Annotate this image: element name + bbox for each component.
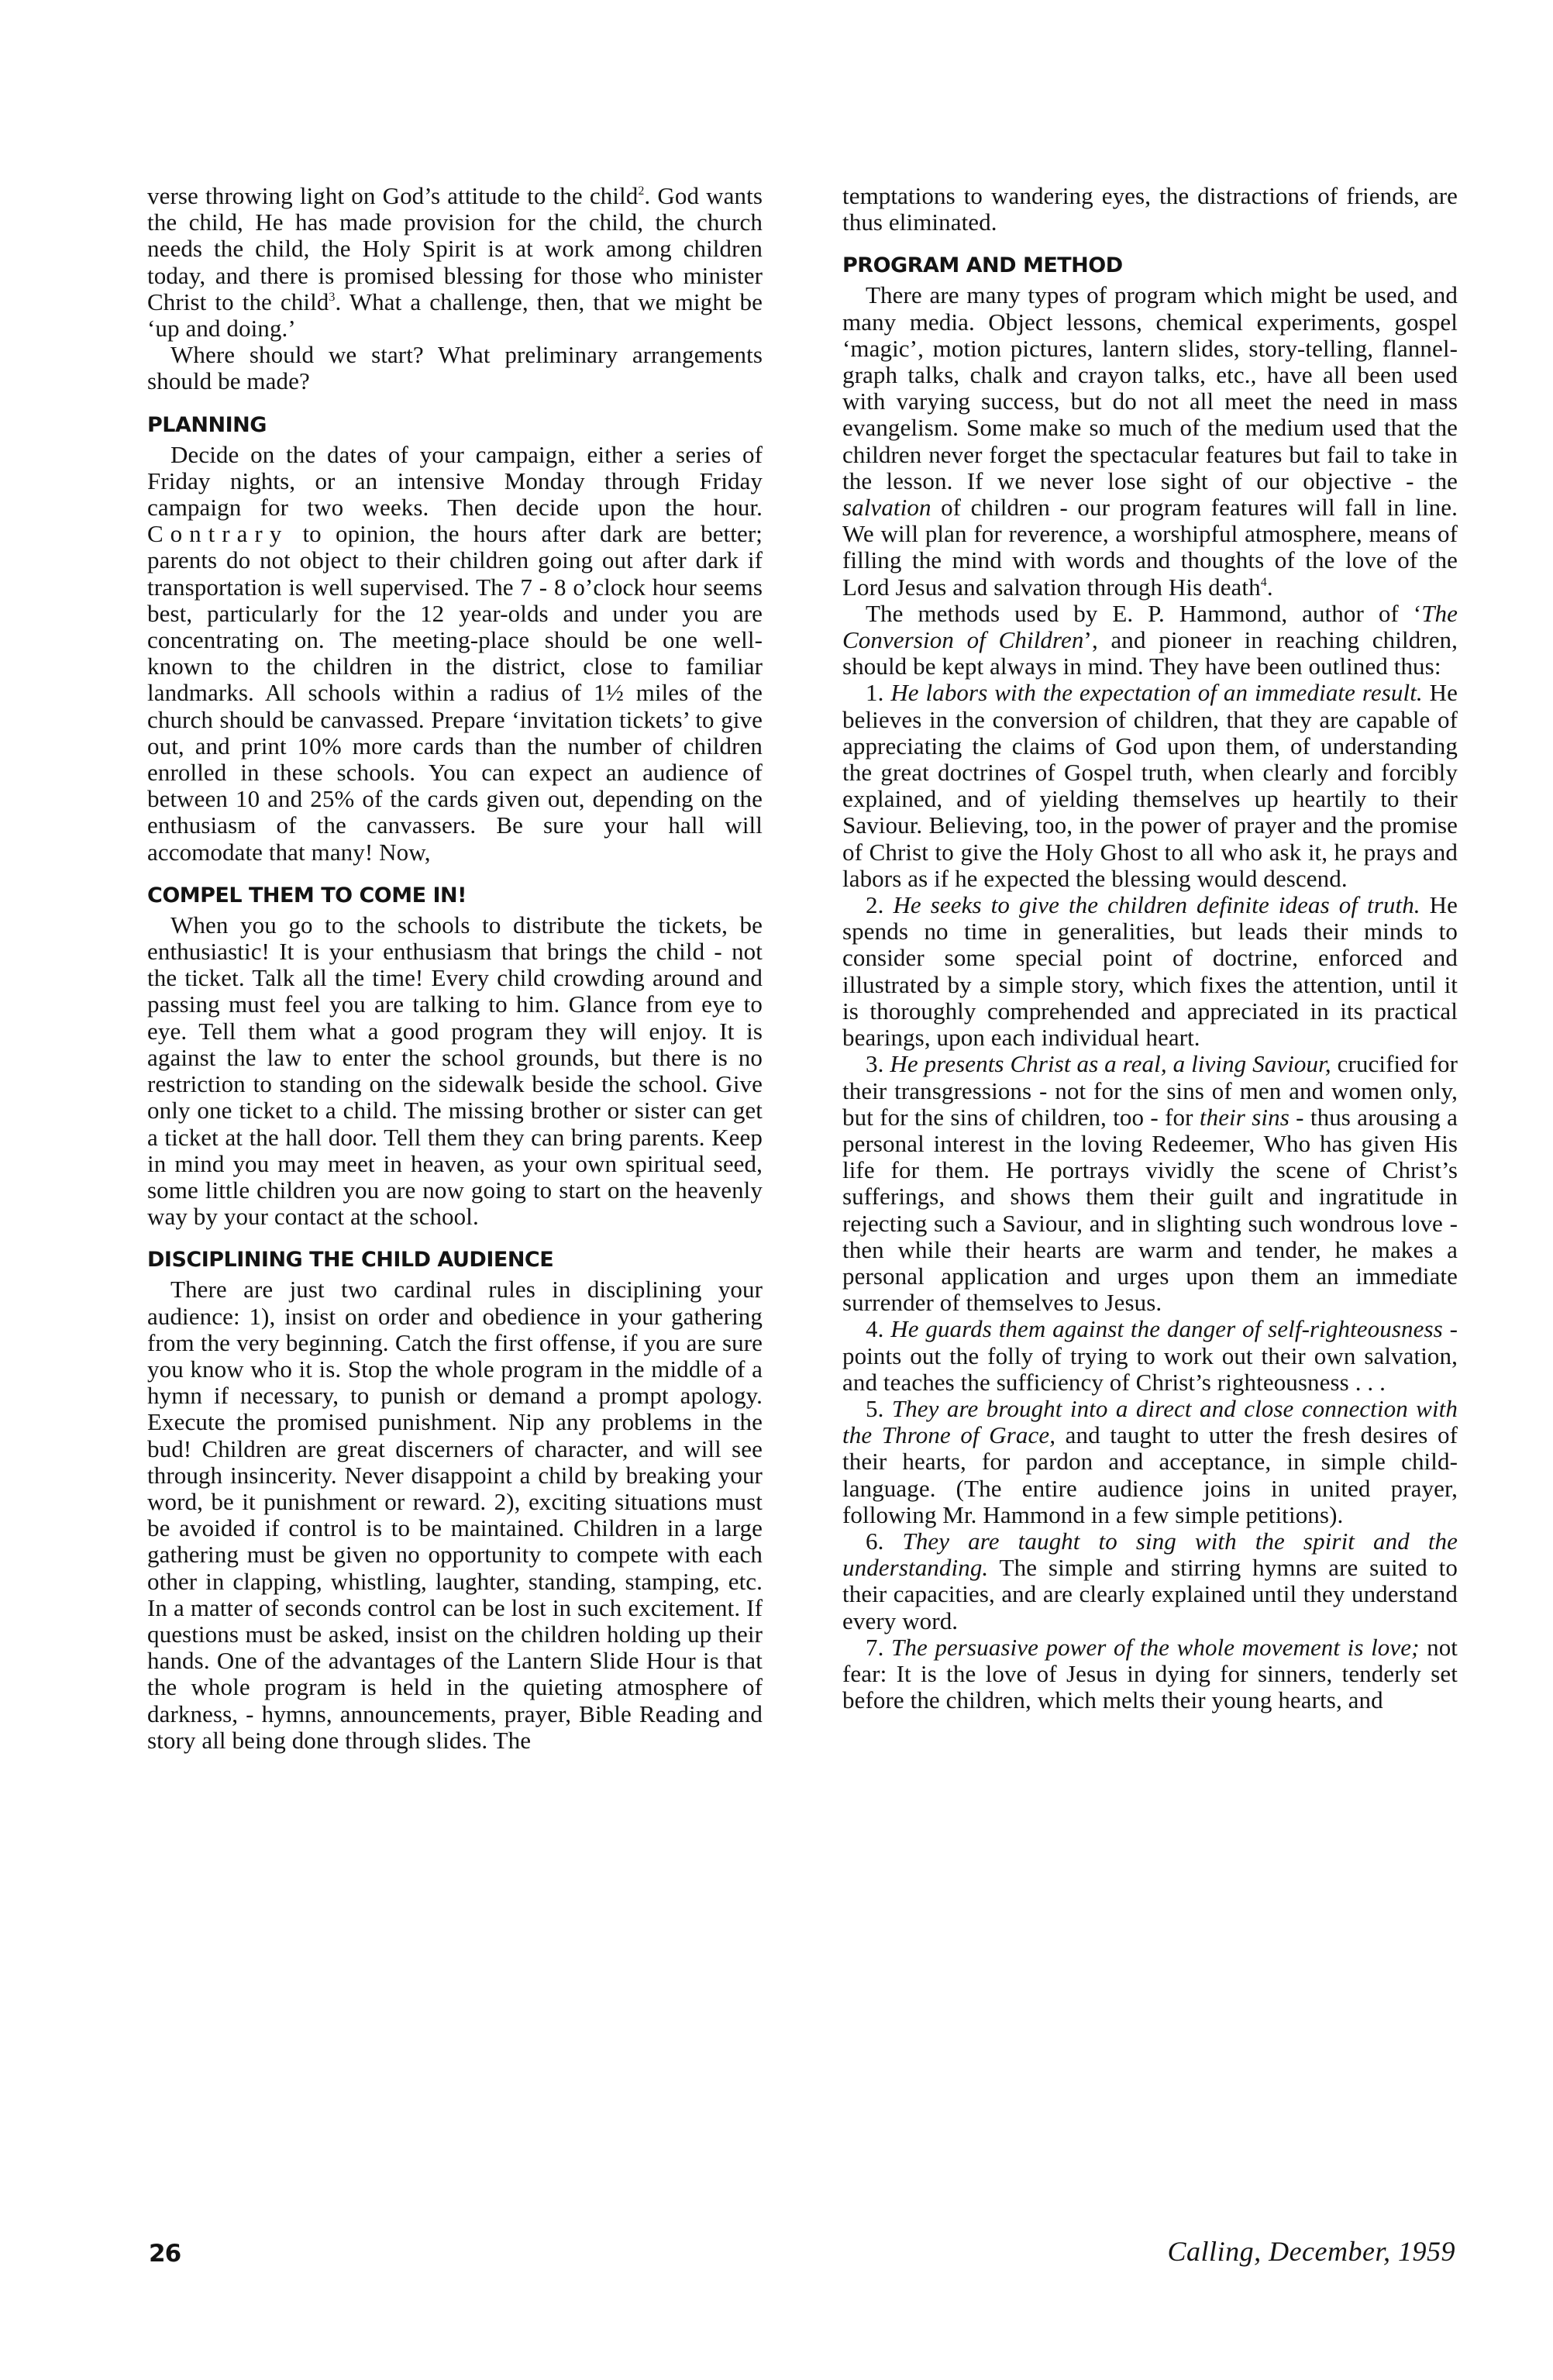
item-emphasis: their sins	[1199, 1103, 1290, 1131]
text-run: There are many types of program which might be used, and many media. Object lessons, chemical experiments, gospel ‘magic’, motion pictures, lantern slides, story-telling, flannel-graph talks, chalk and crayon talks, etc., have all been used with varying success, but do not all meet the need in mass evangelism. Some make so much of the medium used that the children never forget the spectacular features but fail to take in the lesson. If we never lose sight of our objective - the	[842, 281, 1458, 494]
footnote-marker: 4	[1260, 575, 1267, 589]
item-emphasis: He guards them against the danger of self-righteousness	[890, 1315, 1443, 1343]
item-text: and taught to utter the fresh desires of their hearts, for pardon and acceptance, in simple child-language. (The entire audience joins in united prayer, following Mr. Hammond in a few simple petitions).	[842, 1421, 1458, 1528]
item-text: not fear: It is the love of Jesus in dying for sinners, tenderly set before the children, which melts their young hearts, and	[842, 1633, 1458, 1714]
footnote-marker: 3	[329, 290, 336, 304]
item-number: 3.	[866, 1050, 884, 1078]
text-run: to opinion, the hours after dark are better; parents do not object to their children going out after dark if transportation is well supervised. The 7 - 8 o’clock hour seems best, particularly for the 12 year-olds and under you are concentrating on. The meeting-place should be one well-known to the children in the district, close to familiar landmarks. All schools within a radius of 1½ miles of the church should be canvassed. Prepare ‘invitation tickets’ to give out, and print 10% more cards than the number of children enrolled in these schools. You can expect an audience of between 10 and 25% of the cards given out, depending on the enthusiasm of the canvassers. Be sure your hall will accomodate that many! Now,	[147, 520, 763, 866]
method-item	[842, 1528, 1458, 1634]
paragraph-continued: temptations to wandering eyes, the distractions of friends, are thus eliminated.	[842, 182, 1458, 236]
paragraph-planning	[147, 442, 763, 866]
method-item	[842, 892, 1458, 1051]
item-text: He spends no time in generalities, but leads their minds to consider some special point of doctrine, enforced and illustrated by a simple story, which fixes the attention, until it is thoroughly comprehended and appreciated in its practical bearings, upon each individual heart.	[842, 891, 1458, 1052]
heading-program-method: PROGRAM AND METHOD	[842, 253, 1123, 278]
paragraph-compel: When you go to the schools to distribute the tickets, be enthusiastic! It is your enthusiasm that brings the child - not the ticket. Talk all the time! Every child crowding around and passing must feel you are talking to him. Glance from eye to eye. Tell them what a good program they will enjoy. It is against the law to enter the school grounds, but there is no restriction to standing on the sidewalk beside the school. Give only one ticket to a child. The missing brother or sister can get a ticket at the hall door. Tell them they can bring parents. Keep in mind you may meet in heaven, as your own spiritual seed, some little children you are now going to start on the heavenly way by your contact at the school.	[147, 911, 763, 1231]
text-run: verse throwing light on God’s attitude to the child	[147, 182, 639, 209]
item-text: He believes in the conversion of children, that they are capable of appreciating the claims of God upon them, of understanding the great doctrines of Gospel truth, when clearly and forcibly explained, and of yielding themselves up heartily to their Saviour. Believing, too, in the power of prayer and the promise of Christ to give the Holy Ghost to all who ask it, he prays and labors as if he expected the blessing would descend.	[842, 679, 1458, 892]
item-number: 4.	[866, 1315, 884, 1343]
emphasis: salvation	[842, 494, 931, 522]
item-number: 2.	[866, 891, 884, 919]
heading-disciplining: DISCIPLINING THE CHILD AUDIENCE	[147, 1248, 554, 1273]
method-item	[842, 1051, 1458, 1316]
item-text: crucified for their transgressions - not for the sins of men and women only, but for the sins of children, too - for	[842, 1050, 1458, 1131]
item-text: - thus arousing a personal interest in the loving Redeemer, Who has given His life for them. He portrays vividly the scene of Christ’s sufferings, and shows them their guilt and ingratitude in rejecting such a Saviour, and in slighting such wondrous love - then while their hearts are warm and tender, he makes a personal application and urges upon them an immediate surrender of themselves to Jesus.	[842, 1103, 1458, 1317]
item-emphasis: He presents Christ as a real, a living Saviour,	[890, 1050, 1331, 1078]
letterspaced-word: Contrary	[147, 520, 289, 548]
right-column	[842, 183, 1458, 1714]
item-emphasis: He labors with the expectation of an immediate result.	[890, 679, 1423, 707]
text-run: ’, and pioneer in reaching children, should be kept always in mind. They have been outlined thus:	[842, 626, 1458, 680]
left-column	[147, 183, 763, 1754]
paragraph-hammond	[842, 601, 1458, 680]
item-emphasis: They are taught to sing with the spirit and the understanding.	[842, 1527, 1458, 1582]
book-title: The Conversion of Children	[842, 599, 1458, 654]
paragraph-intro	[147, 183, 763, 342]
item-number: 7.	[866, 1633, 884, 1661]
method-item	[842, 1316, 1458, 1396]
item-emphasis: He seeks to give the children definite ideas of truth.	[893, 891, 1420, 919]
item-text: The simple and stirring hymns are suited to their capacities, and are clearly explained until they understand every word.	[842, 1554, 1458, 1634]
item-text: - points out the folly of trying to work out their own salvation, and teaches the sufficiency of Christ’s righteousness . . .	[842, 1315, 1458, 1396]
page-number: 26	[149, 2240, 181, 2268]
paragraph-preliminary: Where should we start? What preliminary arrangements should be made?	[147, 341, 763, 395]
text-run: . God wants the child, He has made provision for the child, the church needs the child, the Holy Spirit is at work among children today, and there is promised blessing for those who minister Christ to the child	[147, 182, 763, 315]
text-run: . What a challenge, then, that we might be ‘up and doing.’	[147, 288, 763, 343]
paragraph-program	[842, 282, 1458, 600]
text-run: The methods used by E. P. Hammond, author of ‘	[866, 599, 1422, 627]
heading-planning: PLANNING	[147, 412, 267, 437]
method-item	[842, 1634, 1458, 1714]
publication-footer: Calling, December, 1959	[1167, 2236, 1455, 2267]
item-emphasis: They are brought into a direct and close connection with the Throne of Grace,	[842, 1394, 1458, 1449]
item-number: 1.	[866, 679, 884, 707]
text-run: .	[1266, 573, 1273, 601]
method-item	[842, 1396, 1458, 1528]
footnote-marker: 2	[638, 184, 645, 198]
paragraph-disciplining: There are just two cardinal rules in disciplining your audience: 1), insist on order and obedience in your gathering from the very beginning. Catch the first offense, if you are sure you know who it is. Stop the whole program in the middle of a hymn if necessary, to punish or demand a prompt apology. Execute the promised punishment. Nip any problems in the bud! Children are great discerners of character, and will see through insincerity. Never disappoint a child by breaking your word, be it punishment or reward. 2), exciting situations must be avoided if control is to be maintained. Children in a large gathering must be given no opportunity to compete with each other in clapping, whistling, laughter, standing, stamping, etc. In a matter of seconds control can be lost in such excitement. If questions must be asked, insist on the children holding up their hands. One of the advantages of the Lantern Slide Hour is that the whole program is held in the quieting atmosphere of darkness, - hymns, announcements, prayer, Bible Reading and story all being done through slides. The	[147, 1276, 763, 1754]
item-emphasis: The persuasive power of the whole movement is love;	[891, 1633, 1420, 1661]
item-number: 5.	[866, 1394, 884, 1422]
text-run: Decide on the dates of your campaign, either a series of Friday nights, or an intensive Monday through Friday campaign for two weeks. Then decide upon the hour.	[147, 440, 763, 522]
heading-compel: COMPEL THEM TO COME IN!	[147, 883, 467, 908]
text-run: of children - our program features will fall in line. We will plan for reverence, a worshipful atmosphere, means of filling the mind with words and thoughts of the love of the Lord Jesus and salvation through His death	[842, 494, 1458, 601]
item-number: 6.	[866, 1527, 884, 1555]
method-item	[842, 680, 1458, 892]
